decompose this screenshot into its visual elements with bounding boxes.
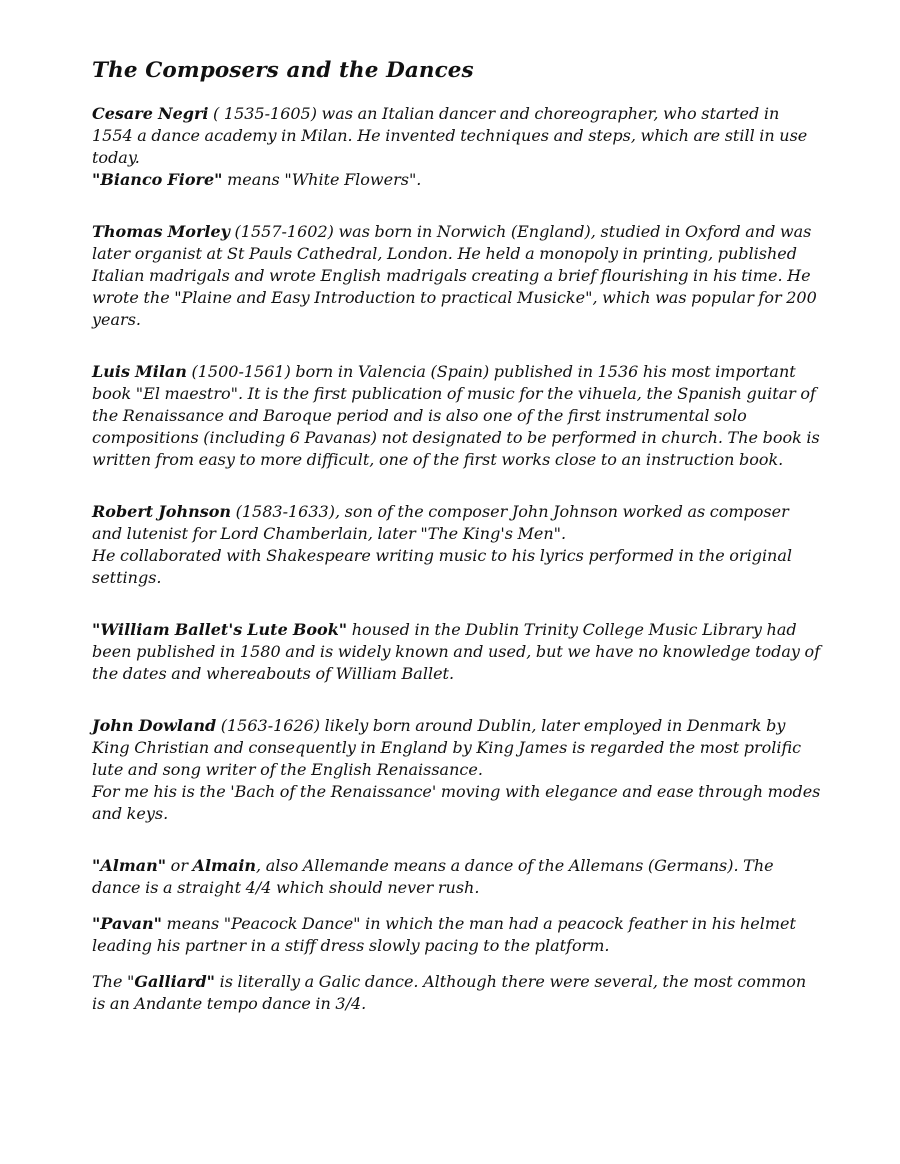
bianco-fiore-text: means "White Flowers". — [222, 170, 422, 189]
dowland-text: (1563-1626) likely born around Dublin, later employed in Denmark by King Christian and consequently in England by King James is regarded the most prolific lute and song writer of the English Renaissance. — [92, 716, 802, 779]
pavan-paragraph — [92, 913, 822, 957]
galliard-paragraph — [92, 971, 822, 1015]
pavan-name: "Pavan" — [92, 914, 162, 933]
johnson-paragraph — [92, 501, 822, 589]
bianco-fiore-name: "Bianco Fiore" — [92, 170, 223, 189]
document-page — [92, 58, 822, 1015]
morley-text: (1557-1602) was born in Norwich (England), studied in Oxford and was later organist at St Pauls Cathedral, London. He held a monopoly in printing, published Italian madrigals and wrote English madrigals creating a brief flourishing in his time. He wrote the "Plaine and Easy Introduction to practical Musicke", which was popular for 200 years. — [92, 222, 817, 329]
pavan-text: means "Peacock Dance" in which the man had a peacock feather in his helmet leading his partner in a stiff dress slowly pacing to the platform. — [92, 914, 796, 955]
milan-paragraph — [92, 361, 822, 471]
alman-text: , also Allemande means a dance of the Allemans (Germans). The dance is a straight 4/4 which should never rush. — [92, 856, 774, 897]
dowland-text-2: For me his is the 'Bach of the Renaissance' moving with elegance and ease through modes and keys. — [92, 782, 821, 823]
negri-paragraph — [92, 103, 822, 191]
johnson-text: (1583-1633), son of the composer John Johnson worked as composer and lutenist for Lord Chamberlain, later "The King's Men". — [92, 502, 789, 543]
ballet-name: "William Ballet's Lute Book" — [92, 620, 348, 639]
johnson-text-2: He collaborated with Shakespeare writing music to his lyrics performed in the original settings. — [92, 546, 793, 587]
dowland-paragraph — [92, 715, 822, 825]
galliard-text: is literally a Galic dance. Although there were several, the most common is an Andante tempo dance in 3/4. — [92, 972, 807, 1013]
negri-name: Cesare Negri — [92, 104, 209, 123]
milan-text: (1500-1561) born in Valencia (Spain) published in 1536 his most important book "El maestro". It is the first publication of music for the vihuela, the Spanish guitar of the Renaissance and Baroque period and is also one of the first instrumental solo compositions (including 6 Pavanas) not designated to be performed in church. The book is written from easy to more difficult, one of the first works close to an instruction book. — [92, 362, 820, 469]
galliard-pre: The " — [92, 972, 135, 991]
ballet-paragraph — [92, 619, 822, 685]
morley-paragraph — [92, 221, 822, 331]
dowland-name: John Dowland — [92, 716, 217, 735]
galliard-name: Galliard" — [134, 972, 215, 991]
alman-mid: or — [166, 856, 193, 875]
johnson-name: Robert Johnson — [92, 502, 232, 521]
almain-name: Almain — [192, 856, 257, 875]
morley-name: Thomas Morley — [92, 222, 230, 241]
alman-name: "Alman" — [92, 856, 167, 875]
negri-text: ( 1535-1605) was an Italian dancer and choreographer, who started in 1554 a dance academy in Milan. He invented techniques and steps, which are still in use today. — [92, 104, 808, 167]
ballet-text: housed in the Dublin Trinity College Music Library had been published in 1580 and is widely known and used, but we have no knowledge today of the dates and whereabouts of William Ballet. — [92, 620, 821, 683]
milan-name: Luis Milan — [92, 362, 187, 381]
page-title: The Composers and the Dances — [92, 58, 474, 83]
alman-paragraph — [92, 855, 822, 899]
